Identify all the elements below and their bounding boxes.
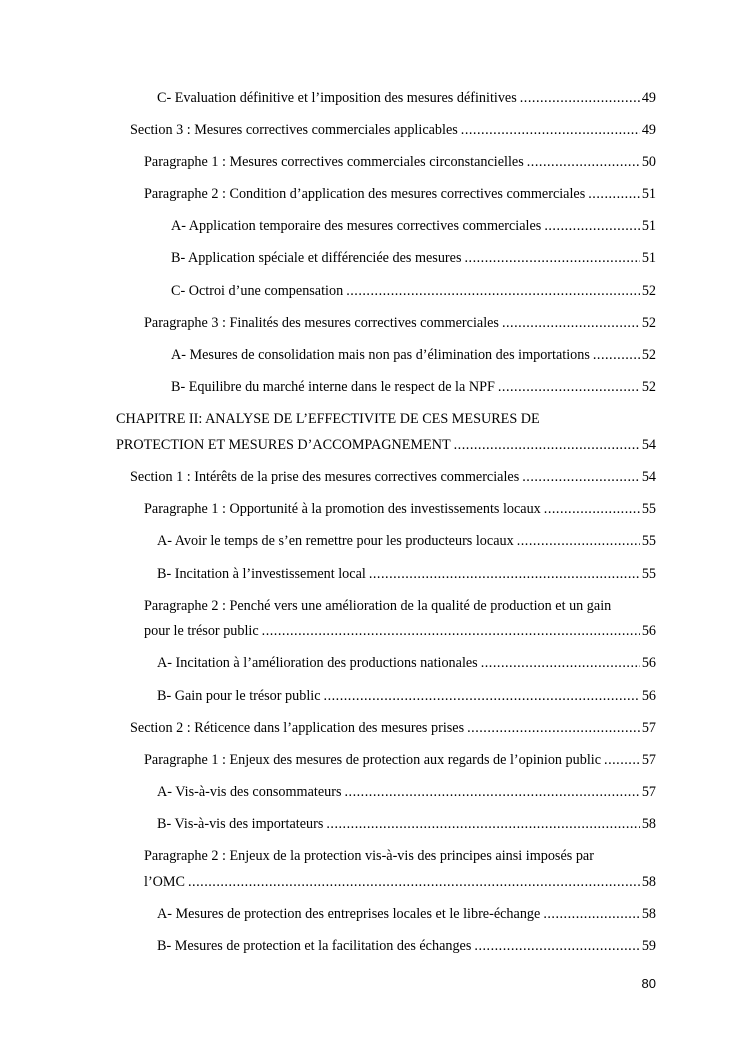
toc-entry-page: 56 — [641, 688, 656, 704]
toc-entry-page: 58 — [641, 906, 656, 922]
toc-entry-page: 56 — [641, 623, 656, 639]
toc-entry-page: 55 — [641, 533, 656, 549]
toc-entry-title: A- Vis-à-vis des consommateurs — [157, 784, 342, 800]
toc-entry-page: 54 — [641, 469, 656, 485]
toc-entry-page: 56 — [641, 655, 656, 671]
toc-entry-title: B- Equilibre du marché interne dans le respect de la NPF — [171, 379, 495, 395]
toc-entry-page: 50 — [641, 154, 656, 170]
toc-entry[interactable] — [171, 217, 656, 235]
toc-leader-dots — [262, 622, 640, 640]
toc-entry-title: B- Gain pour le trésor public — [157, 688, 321, 704]
toc-entry[interactable] — [171, 249, 656, 267]
toc-entry[interactable] — [130, 468, 656, 486]
toc-entry[interactable] — [144, 500, 656, 518]
toc-entry[interactable] — [157, 815, 656, 833]
toc-entry-title: C- Evaluation définitive et l’imposition des mesures définitives — [157, 90, 517, 106]
toc-leader-dots — [324, 687, 640, 705]
toc-entry[interactable] — [157, 783, 656, 801]
toc-leader-dots — [544, 500, 640, 518]
toc-entry-title: Paragraphe 2 : Condition d’application des mesures correctives commerciales — [144, 186, 586, 202]
toc-entry-page: 57 — [641, 784, 656, 800]
toc-entry-page: 52 — [641, 379, 656, 395]
toc-entry-title: C- Octroi d’une compensation — [171, 283, 344, 299]
toc-leader-dots — [344, 783, 639, 801]
toc-leader-dots — [454, 436, 640, 454]
toc-entry-title: Section 1 : Intérêts de la prise des mesures correctives commerciales — [130, 469, 520, 485]
toc-leader-dots — [527, 153, 640, 171]
toc-entry-title: Section 3 : Mesures correctives commerciales applicables — [130, 122, 458, 138]
toc-entry[interactable] — [130, 719, 656, 737]
toc-entry-title: B- Incitation à l’investissement local — [157, 566, 366, 582]
toc-entry-title: A- Mesures de consolidation mais non pas d’élimination des importations — [171, 347, 590, 363]
toc-entry[interactable] — [171, 282, 656, 300]
toc-entry-title: B- Vis-à-vis des importateurs — [157, 816, 324, 832]
toc-leader-dots — [544, 217, 640, 235]
toc-leader-dots — [604, 751, 640, 769]
toc-leader-dots — [593, 346, 640, 364]
toc-entry[interactable] — [144, 314, 656, 332]
toc-entry-title: A- Incitation à l’amélioration des productions nationales — [157, 655, 478, 671]
toc-leader-dots — [517, 532, 640, 550]
toc-entry[interactable] — [144, 153, 656, 171]
toc-entry-page: 55 — [641, 566, 656, 582]
toc-entry[interactable] — [130, 121, 656, 139]
toc-entry-page: 54 — [641, 437, 656, 453]
toc-entry-title-line1: Paragraphe 2 : Penché vers une amélioration de la qualité de production et un gain — [144, 598, 612, 614]
toc-entry[interactable] — [144, 873, 656, 891]
toc-entry-page: 51 — [641, 186, 656, 202]
toc-leader-dots — [502, 314, 640, 332]
toc-entry-page: 52 — [641, 315, 656, 331]
toc-leader-dots — [474, 937, 639, 955]
toc-leader-dots — [520, 89, 640, 107]
toc-entry[interactable] — [157, 654, 656, 672]
toc-entry-title: Paragraphe 1 : Mesures correctives commerciales circonstancielles — [144, 154, 524, 170]
toc-entry[interactable] — [157, 687, 656, 705]
toc-entry-title: Paragraphe 3 : Finalités des mesures correctives commerciales — [144, 315, 499, 331]
toc-entry-page: 49 — [641, 122, 656, 138]
toc-leader-dots — [326, 815, 639, 833]
toc-entry[interactable] — [144, 622, 656, 640]
toc-entry-title-line1: CHAPITRE II: ANALYSE DE L’EFFECTIVITE DE CES MESURES DE — [116, 411, 540, 427]
toc-entry-page: 59 — [641, 938, 656, 954]
toc-entry-page: 49 — [641, 90, 656, 106]
toc-entry[interactable] — [144, 185, 656, 203]
toc-entry[interactable] — [116, 436, 656, 454]
toc-entry-title: l’OMC — [144, 874, 185, 890]
toc-leader-dots — [522, 468, 640, 486]
toc-entry-title: B- Mesures de protection et la facilitation des échanges — [157, 938, 472, 954]
toc-entry-title: Paragraphe 1 : Enjeux des mesures de protection aux regards de l’opinion public — [144, 752, 602, 768]
toc-leader-dots — [461, 121, 640, 139]
toc-entry-title: B- Application spéciale et différenciée des mesures — [171, 250, 462, 266]
toc-entry-title: A- Mesures de protection des entreprises locales et le libre-échange — [157, 906, 541, 922]
toc-leader-dots — [464, 249, 639, 267]
toc-entry-title: Section 2 : Réticence dans l’application des mesures prises — [130, 720, 465, 736]
toc-entry-title: A- Application temporaire des mesures correctives commerciales — [171, 218, 542, 234]
toc-entry-title: Paragraphe 1 : Opportunité à la promotion des investissements locaux — [144, 501, 541, 517]
toc-entry-page: 57 — [641, 720, 656, 736]
toc-leader-dots — [467, 719, 640, 737]
toc-entry-page: 58 — [641, 874, 656, 890]
toc-leader-dots — [369, 565, 640, 583]
toc-entry-page: 51 — [641, 218, 656, 234]
toc-entry-page: 52 — [641, 283, 656, 299]
toc-entry-page: 58 — [641, 816, 656, 832]
toc-leader-dots — [498, 378, 640, 396]
toc-leader-dots — [481, 654, 640, 672]
toc-entry[interactable] — [157, 565, 656, 583]
toc-entry-page: 57 — [641, 752, 656, 768]
toc-entry[interactable] — [157, 532, 656, 550]
toc-entry-page: 55 — [641, 501, 656, 517]
toc-entry[interactable] — [157, 937, 656, 955]
toc-leader-dots — [588, 185, 640, 203]
toc-entry-title: PROTECTION ET MESURES D’ACCOMPAGNEMENT — [116, 437, 451, 453]
toc-entry[interactable] — [171, 378, 656, 396]
toc-entry[interactable] — [171, 346, 656, 364]
toc-entry-title: A- Avoir le temps de s’en remettre pour les producteurs locaux — [157, 533, 514, 549]
toc-entry-title-line1: Paragraphe 2 : Enjeux de la protection vis-à-vis des principes ainsi imposés par — [144, 848, 594, 864]
toc-entry[interactable] — [144, 751, 656, 769]
toc-leader-dots — [346, 282, 640, 300]
toc-leader-dots — [543, 905, 640, 923]
toc-leader-dots — [188, 873, 640, 891]
toc-entry-title: pour le trésor public — [144, 623, 259, 639]
toc-entry-page: 51 — [641, 250, 656, 266]
toc-entry[interactable] — [157, 89, 656, 107]
page-number: 80 — [641, 976, 656, 991]
toc-entry[interactable] — [157, 905, 656, 923]
toc-entry-page: 52 — [641, 347, 656, 363]
